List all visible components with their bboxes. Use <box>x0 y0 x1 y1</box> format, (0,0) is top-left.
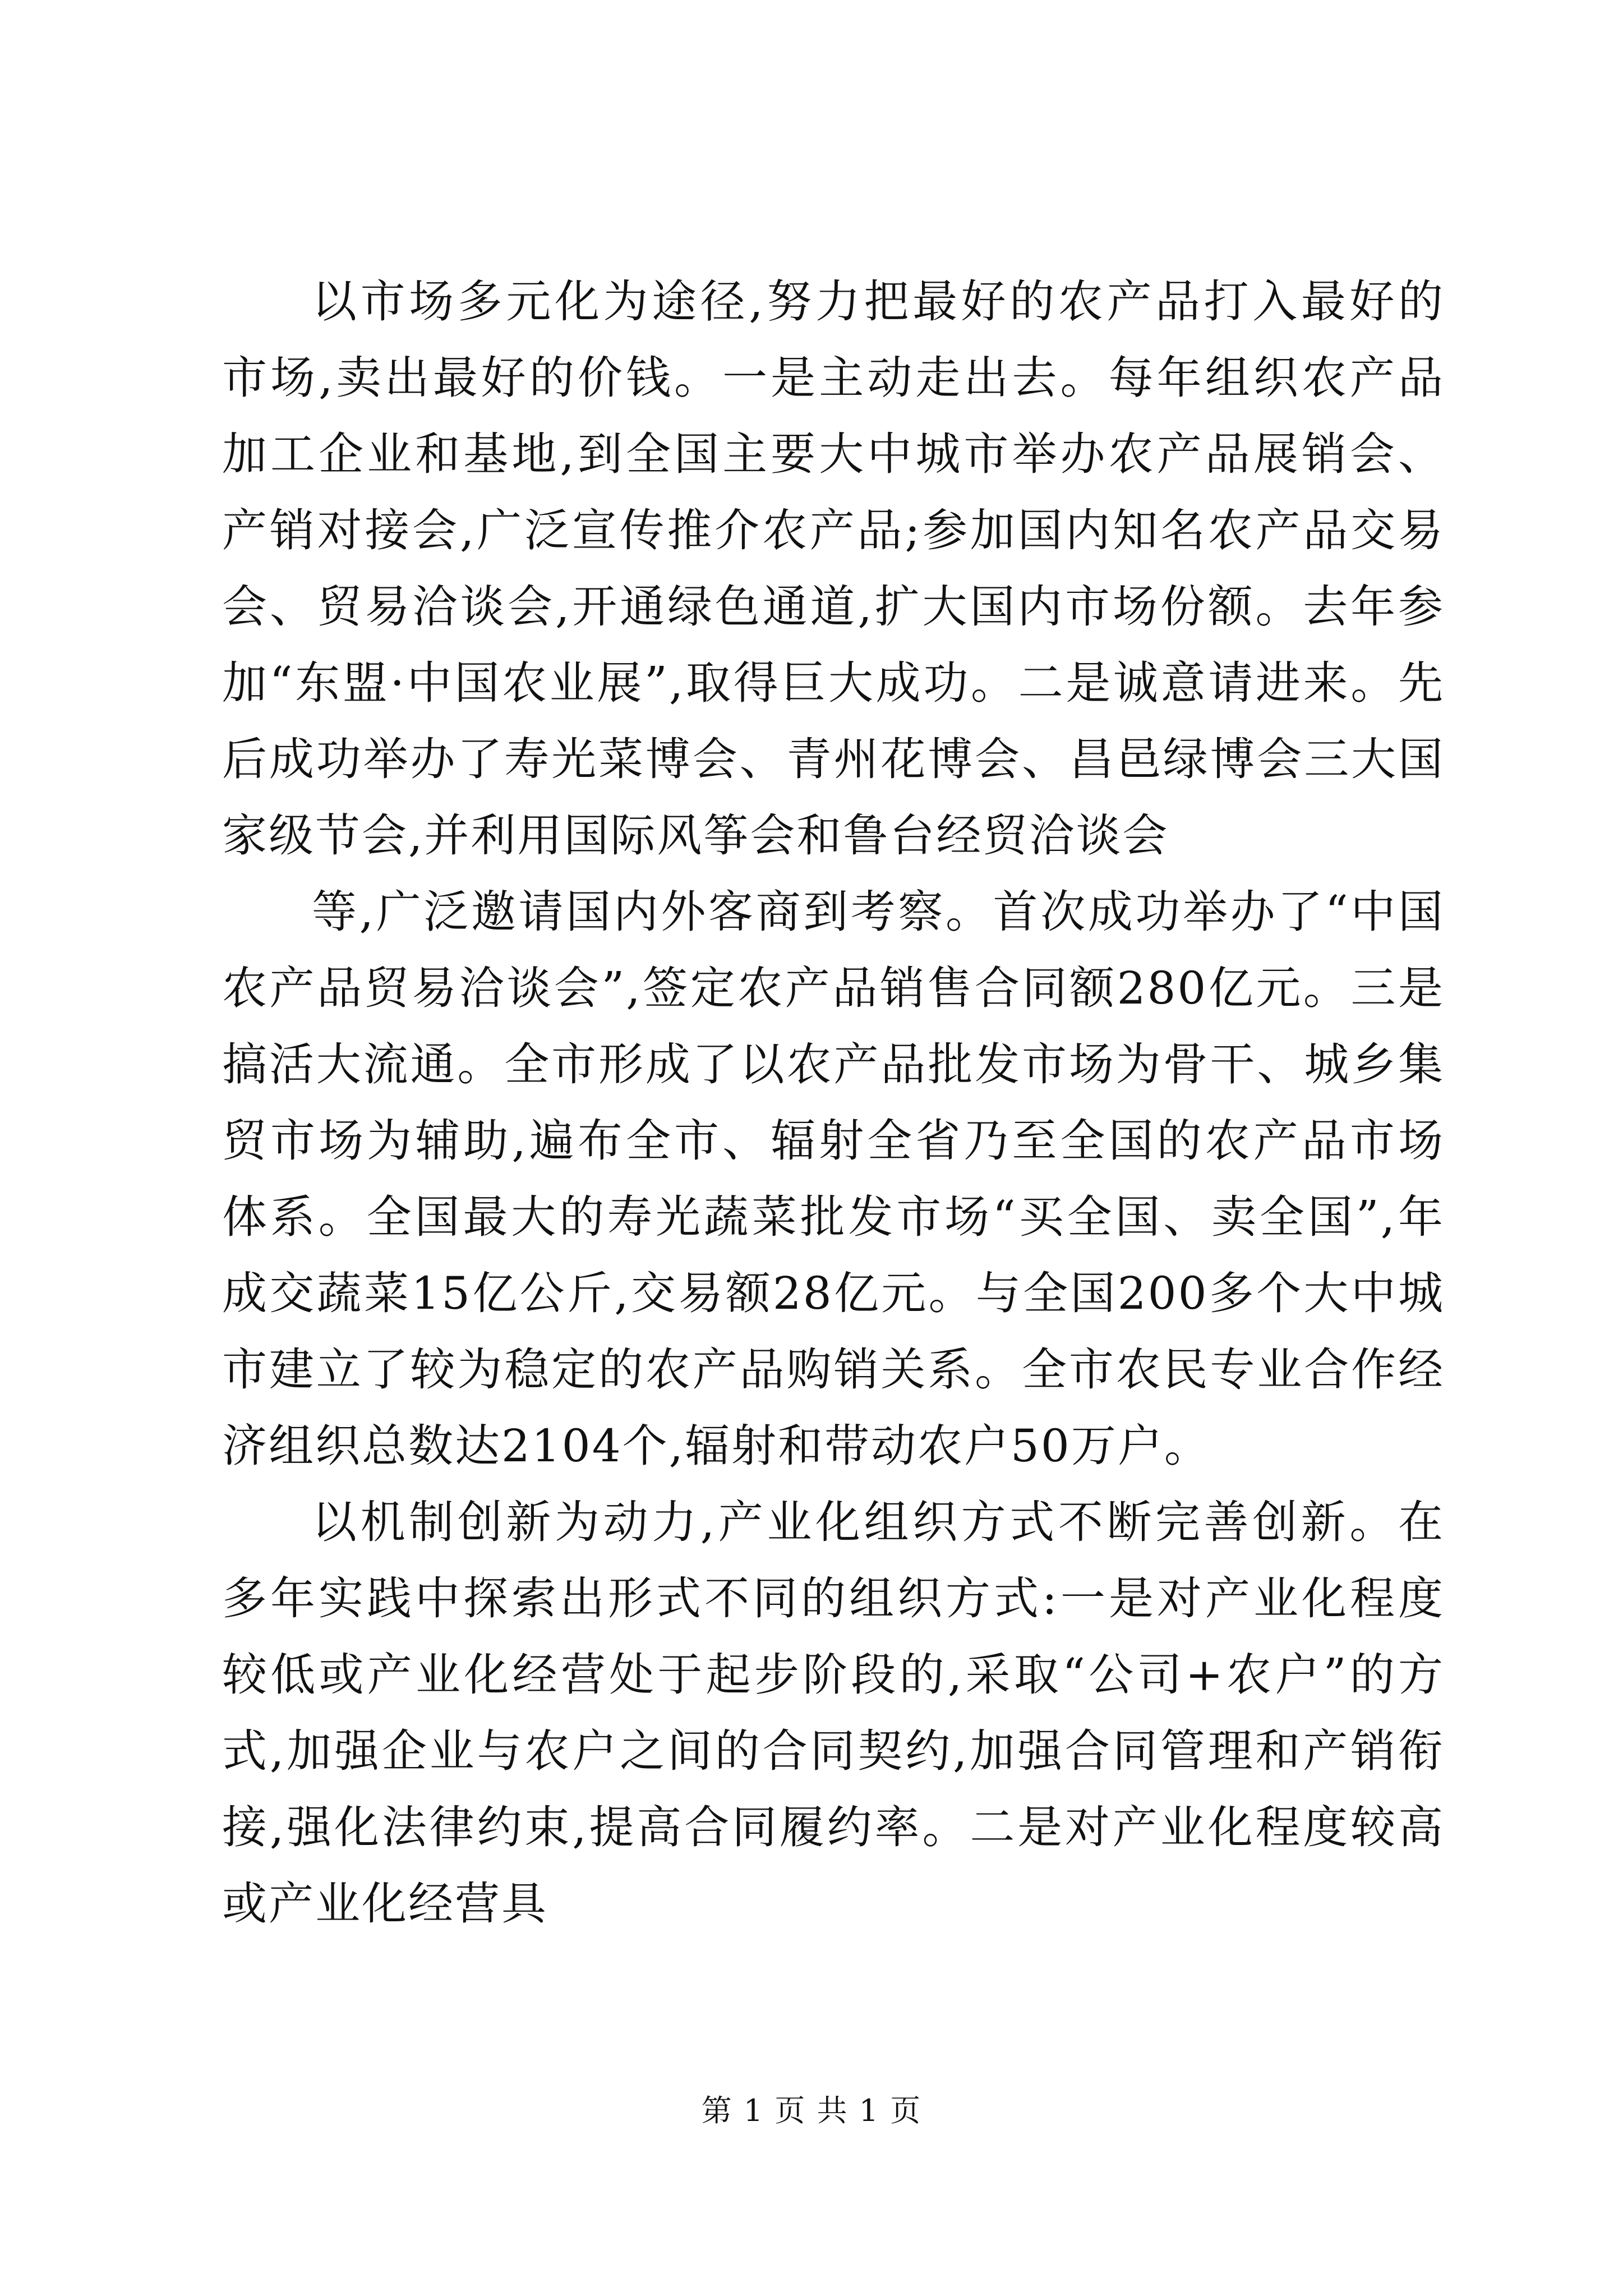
paragraph-market-circulation: 等,广泛邀请国内外客商到考察。首次成功举办了“中国农产品贸易洽谈会”,签定农产品销售合同额280亿元。三是搞活大流通。全市形成了以农产品批发市场为骨干、城乡集贸市场为辅助,遍布全市、辐射全省乃至全国的农产品市场体系。全国最大的寿光蔬菜批发市场“买全国、卖全国”,年成交蔬菜15亿公斤,交易额28亿元。与全国200多个大中城市建立了较为稳定的农产品购销关系。全市农民专业合作经济组织总数达2104个,辐射和带动农户50万户。 <box>222 886 1445 1472</box>
paragraph-market-diversification: 以市场多元化为途径,努力把最好的农产品打入最好的市场,卖出最好的价钱。一是主动走出去。每年组织农产品加工企业和基地,到全国主要大中城市举办农产品展销会、产销对接会,广泛宣传推介农产品;参加国内知名农产品交易会、贸易洽谈会,开通绿色通道,扩大国内市场份额。去年参加“东盟·中国农业展”,取得巨大成功。二是诚意请进来。先后成功举办了寿光菜博会、青州花博会、昌邑绿博会三大国家级节会,并利用国际风筝会和鲁台经贸洽谈会 <box>222 275 1445 862</box>
paragraph-mechanism-innovation: 以机制创新为动力,产业化组织方式不断完善创新。在多年实践中探索出形式不同的组织方式:一是对产业化程度较低或产业化经营处于起步阶段的,采取“公司+农户”的方式,加强企业与农户之间的合同契约,加强合同管理和产销衔接,强化法律约束,提高合同履约率。二是对产业化程度较高或产业化经营具 <box>222 1496 1445 1930</box>
document-body <box>222 264 1445 1942</box>
page-number-footer: 第 1 页 共 1 页 <box>701 2093 922 2128</box>
